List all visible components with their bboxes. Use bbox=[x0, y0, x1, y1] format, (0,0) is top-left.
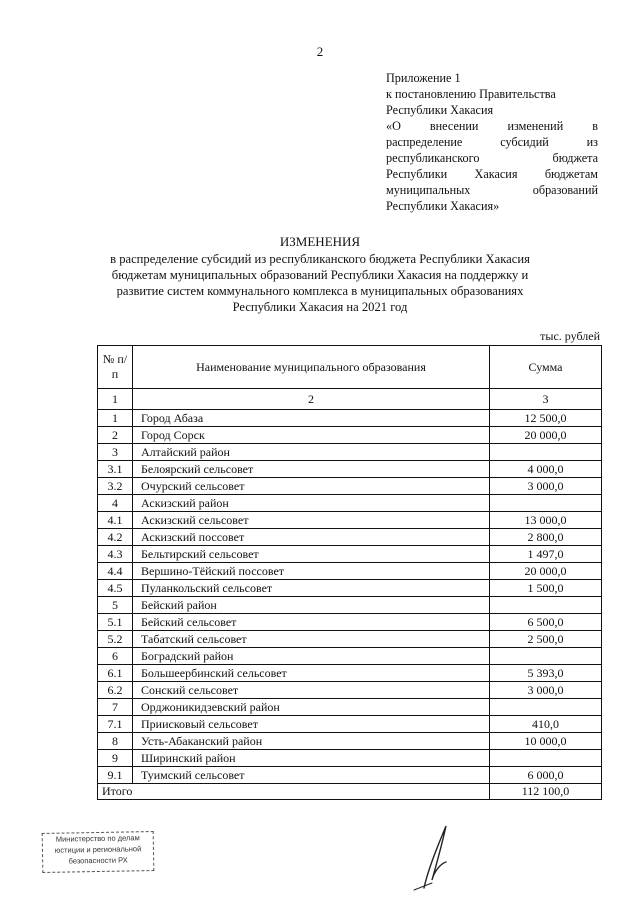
document-heading: ИЗМЕНЕНИЯ bbox=[279, 234, 361, 249]
row-sum: 6 500,0 bbox=[490, 614, 602, 631]
row-sum bbox=[490, 444, 602, 461]
row-number: 4.1 bbox=[98, 512, 133, 529]
row-name: Алтайский район bbox=[133, 444, 490, 461]
row-number: 3.1 bbox=[98, 461, 133, 478]
row-number: 7 bbox=[98, 699, 133, 716]
row-name: Аскизский сельсовет bbox=[133, 512, 490, 529]
row-name: Усть-Абаканский район bbox=[133, 733, 490, 750]
row-sum: 20 000,0 bbox=[490, 427, 602, 444]
row-name: Большеербинский сельсовет bbox=[133, 665, 490, 682]
appendix-line: Республики Хакасия бюджетам bbox=[386, 167, 598, 181]
document-subtitle-line: бюджетам муниципальных образований Республики Хакасия на поддержку и bbox=[111, 268, 529, 282]
row-number: 5 bbox=[98, 597, 133, 614]
row-number: 2 bbox=[98, 427, 133, 444]
signature-icon bbox=[402, 820, 472, 892]
subsidy-table bbox=[97, 345, 602, 800]
table-row bbox=[98, 733, 602, 750]
table-row bbox=[98, 495, 602, 512]
total-label: Итого bbox=[98, 784, 490, 800]
header-name: Наименование муниципального образования bbox=[133, 346, 490, 389]
appendix-line: Приложение 1 bbox=[386, 71, 461, 85]
appendix-line: муниципальных образований bbox=[386, 183, 598, 197]
header-sum: Сумма bbox=[490, 346, 602, 389]
table-row bbox=[98, 512, 602, 529]
table-row bbox=[98, 529, 602, 546]
row-number: 5.1 bbox=[98, 614, 133, 631]
column-index-row bbox=[98, 389, 602, 410]
row-sum: 5 393,0 bbox=[490, 665, 602, 682]
document-subtitle-line: в распределение субсидий из республиканского бюджета Республики Хакасия bbox=[110, 252, 530, 266]
table-header-row bbox=[98, 346, 602, 389]
table-row bbox=[98, 546, 602, 563]
row-name: Бельтирский сельсовет bbox=[133, 546, 490, 563]
column-index: 1 bbox=[98, 389, 133, 410]
column-index: 2 bbox=[133, 389, 490, 410]
stamp-line: безопасности РХ bbox=[68, 855, 128, 866]
table-row bbox=[98, 699, 602, 716]
table-row bbox=[98, 427, 602, 444]
row-sum bbox=[490, 597, 602, 614]
table-row bbox=[98, 597, 602, 614]
appendix-line: распределение субсидий из bbox=[386, 135, 598, 149]
appendix-line: Республики Хакасия» bbox=[386, 199, 500, 213]
row-name: Табатский сельсовет bbox=[133, 631, 490, 648]
row-number: 4 bbox=[98, 495, 133, 512]
row-sum: 6 000,0 bbox=[490, 767, 602, 784]
appendix-line: Республики Хакасия bbox=[386, 103, 494, 117]
row-number: 6.1 bbox=[98, 665, 133, 682]
table-total-row bbox=[98, 784, 602, 800]
row-name: Город Абаза bbox=[133, 410, 490, 427]
row-name: Очурский сельсовет bbox=[133, 478, 490, 495]
table-row bbox=[98, 410, 602, 427]
document-subtitle-line: развитие систем коммунального комплекса в муниципальных образованиях bbox=[116, 284, 524, 298]
row-name: Приисковый сельсовет bbox=[133, 716, 490, 733]
page-number: 2 bbox=[316, 44, 324, 59]
row-sum: 20 000,0 bbox=[490, 563, 602, 580]
table-row bbox=[98, 682, 602, 699]
appendix-line: республиканского бюджета bbox=[386, 151, 598, 165]
table-row bbox=[98, 580, 602, 597]
row-number: 6.2 bbox=[98, 682, 133, 699]
document-subtitle-line: Республики Хакасия на 2021 год bbox=[232, 300, 408, 314]
row-number: 4.4 bbox=[98, 563, 133, 580]
row-name: Сонский сельсовет bbox=[133, 682, 490, 699]
table-row bbox=[98, 478, 602, 495]
appendix-line: к постановлению Правительства bbox=[386, 87, 556, 101]
row-name: Город Сорск bbox=[133, 427, 490, 444]
row-number: 9 bbox=[98, 750, 133, 767]
row-number: 3.2 bbox=[98, 478, 133, 495]
row-number: 3 bbox=[98, 444, 133, 461]
appendix-block bbox=[386, 70, 598, 214]
stamp-line: Министерство по делам bbox=[55, 833, 140, 844]
row-name: Аскизский район bbox=[133, 495, 490, 512]
table-row bbox=[98, 716, 602, 733]
row-name: Бейский район bbox=[133, 597, 490, 614]
row-number: 9.1 bbox=[98, 767, 133, 784]
row-sum: 2 500,0 bbox=[490, 631, 602, 648]
row-sum: 4 000,0 bbox=[490, 461, 602, 478]
row-number: 6 bbox=[98, 648, 133, 665]
row-sum: 13 000,0 bbox=[490, 512, 602, 529]
appendix-line: «О внесении изменений в bbox=[386, 119, 598, 133]
row-number: 5.2 bbox=[98, 631, 133, 648]
row-name: Пуланкольский сельсовет bbox=[133, 580, 490, 597]
row-sum: 1 500,0 bbox=[490, 580, 602, 597]
row-sum: 12 500,0 bbox=[490, 410, 602, 427]
ministry-stamp bbox=[42, 831, 155, 873]
total-sum: 112 100,0 bbox=[490, 784, 602, 800]
row-name: Аскизский поссовет bbox=[133, 529, 490, 546]
row-sum bbox=[490, 648, 602, 665]
row-sum: 410,0 bbox=[490, 716, 602, 733]
table-row bbox=[98, 563, 602, 580]
row-name: Белоярский сельсовет bbox=[133, 461, 490, 478]
units-label: тыс. рублей bbox=[540, 329, 600, 343]
row-number: 4.3 bbox=[98, 546, 133, 563]
row-sum bbox=[490, 699, 602, 716]
row-name: Туимский сельсовет bbox=[133, 767, 490, 784]
row-sum: 10 000,0 bbox=[490, 733, 602, 750]
row-name: Вершино-Тёйский поссовет bbox=[133, 563, 490, 580]
row-sum bbox=[490, 750, 602, 767]
row-name: Ширинский район bbox=[133, 750, 490, 767]
row-number: 1 bbox=[98, 410, 133, 427]
row-number: 8 bbox=[98, 733, 133, 750]
row-number: 7.1 bbox=[98, 716, 133, 733]
row-name: Бейский сельсовет bbox=[133, 614, 490, 631]
row-sum: 2 800,0 bbox=[490, 529, 602, 546]
stamp-line: юстиции и региональной bbox=[54, 844, 142, 855]
table-row bbox=[98, 461, 602, 478]
row-sum: 3 000,0 bbox=[490, 478, 602, 495]
row-sum: 1 497,0 bbox=[490, 546, 602, 563]
row-number: 4.2 bbox=[98, 529, 133, 546]
row-sum: 3 000,0 bbox=[490, 682, 602, 699]
table-row bbox=[98, 750, 602, 767]
table-row bbox=[98, 648, 602, 665]
row-name: Боградский район bbox=[133, 648, 490, 665]
row-name: Орджоникидзевский район bbox=[133, 699, 490, 716]
table-row bbox=[98, 665, 602, 682]
table-row bbox=[98, 767, 602, 784]
row-number: 4.5 bbox=[98, 580, 133, 597]
row-sum bbox=[490, 495, 602, 512]
table-row bbox=[98, 614, 602, 631]
header-num: № п/п bbox=[98, 346, 133, 389]
column-index: 3 bbox=[490, 389, 602, 410]
table-row bbox=[98, 444, 602, 461]
table-row bbox=[98, 631, 602, 648]
